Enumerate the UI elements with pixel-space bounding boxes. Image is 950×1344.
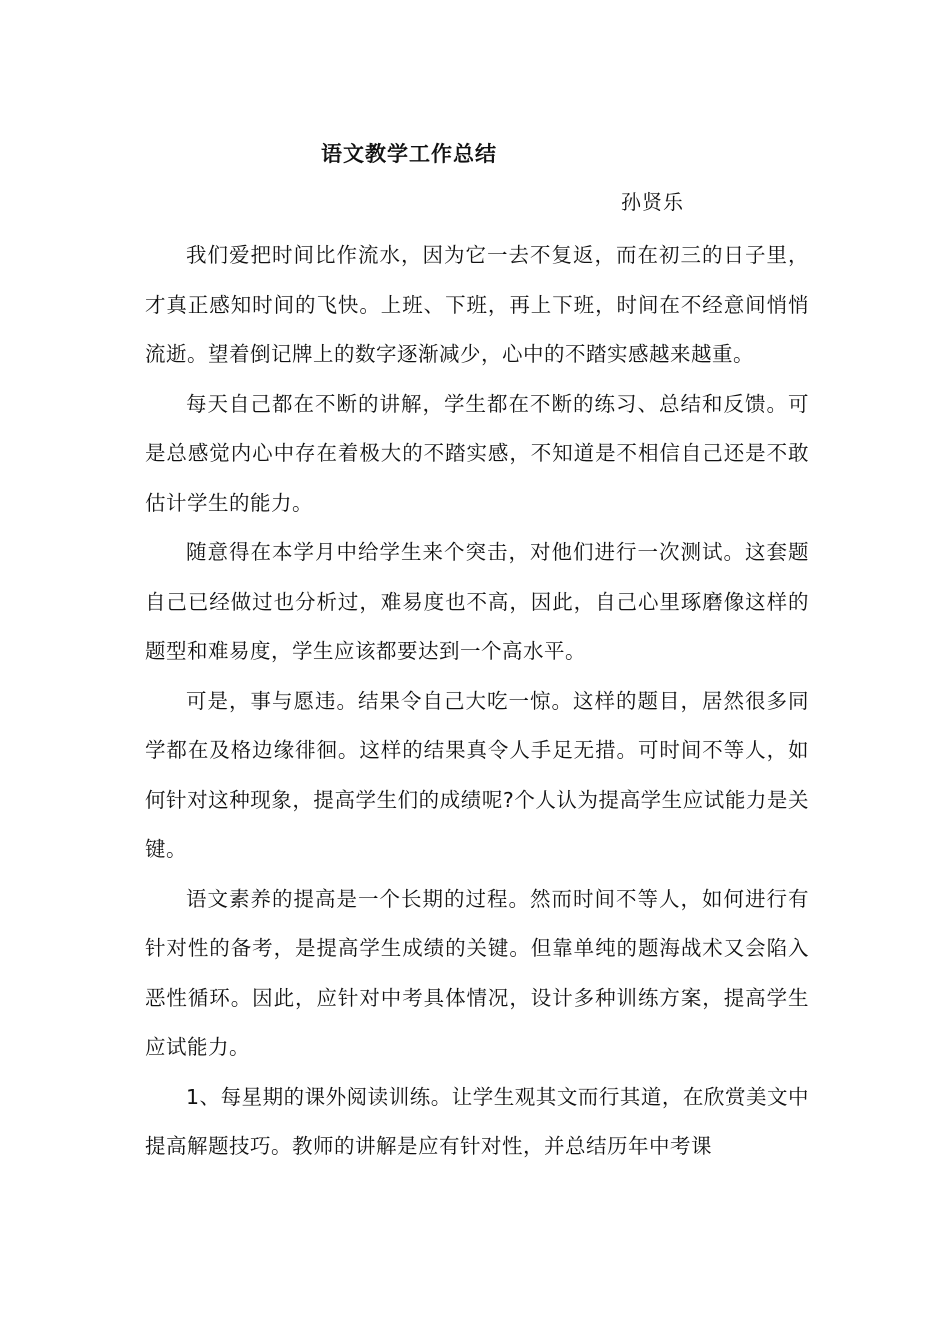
document-title: 语文教学工作总结: [321, 142, 497, 166]
paragraph: 语文素养的提高是一个长期的过程。然而时间不等人，如何进行有针对性的备考，是提高学生成绩的关键。但靠单纯的题海战术又会陷入恶性循环。因此，应针对中考具体情况，设计多种训练方案，提高学生应试能力。: [145, 886, 809, 1059]
paragraph: 可是，事与愿违。结果令自己大吃一惊。这样的题目，居然很多同学都在及格边缘徘徊。这样的结果真令人手足无措。可时间不等人，如何针对这种现象，提高学生们的成绩呢?个人认为提高学生应试能力是关键。: [145, 688, 809, 861]
paragraph: 每天自己都在不断的讲解，学生都在不断的练习、总结和反馈。可是总感觉内心中存在着极大的不踏实感，不知道是不相信自己还是不敢估计学生的能力。: [145, 391, 809, 515]
paragraph: 随意得在本学月中给学生来个突击，对他们进行一次测试。这套题自己已经做过也分析过，难易度也不高，因此，自己心里琢磨像这样的题型和难易度，学生应该都要达到一个高水平。: [145, 540, 809, 663]
document-author: 孙贤乐: [621, 190, 684, 214]
paragraph: 我们爱把时间比作流水，因为它一去不复返，而在初三的日子里，才真正感知时间的飞快。上班、下班，再上下班，时间在不经意间悄悄流逝。望着倒记牌上的数字逐渐减少，心中的不踏实感越来越重。: [145, 243, 809, 366]
paragraph: 1、每星期的课外阅读训练。让学生观其文而行其道，在欣赏美文中提高解题技巧。教师的讲解是应有针对性，并总结历年中考课: [145, 1084, 809, 1158]
document-body: [145, 231, 809, 1172]
